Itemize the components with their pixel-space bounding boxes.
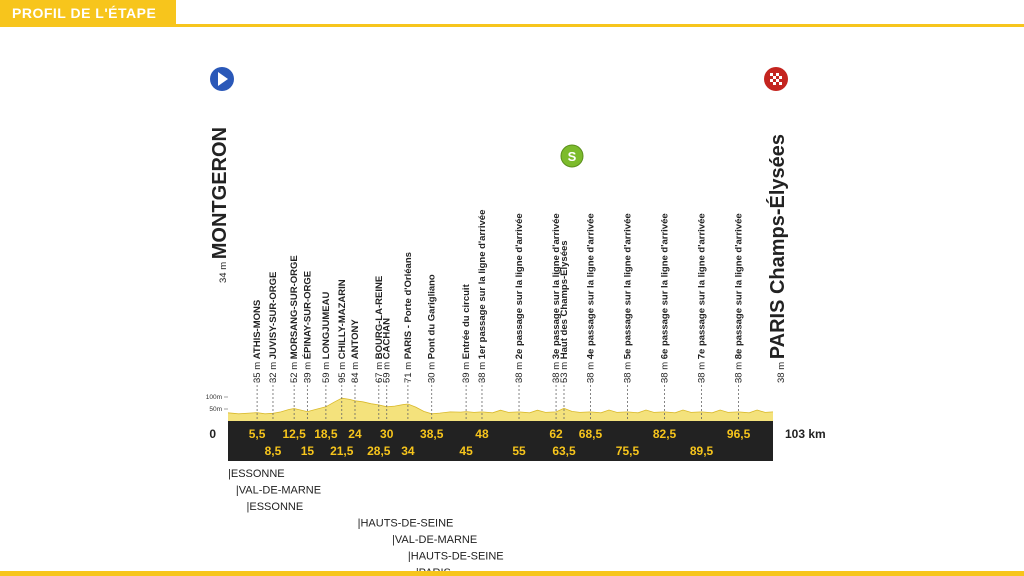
waypoint-label	[321, 292, 332, 383]
waypoint-label	[461, 283, 472, 383]
waypoint-altitude: 53 m	[558, 359, 570, 383]
waypoint-km-label: 21,5	[330, 444, 354, 458]
axis-end-label: 103 km	[785, 427, 826, 441]
waypoint-altitude: 67 m	[373, 359, 385, 383]
waypoint-altitude: 35 m	[252, 359, 264, 383]
waypoint-altitude: 39 m	[461, 359, 473, 383]
waypoint-altitude: 38 m	[514, 359, 526, 383]
waypoint-label	[337, 279, 348, 383]
checkered-flag-icon	[770, 79, 773, 82]
waypoint-km-label: 24	[348, 427, 362, 441]
waypoint-km-label: 96,5	[726, 427, 751, 441]
waypoint-label	[350, 319, 361, 383]
waypoint-km-label: 63,5	[552, 444, 576, 458]
waypoint-km-label: 28,5	[367, 444, 391, 458]
department-label: |HAUTS-DE-SEINE	[357, 517, 454, 530]
waypoint-km-label: 12,5	[282, 427, 306, 441]
waypoint-name: LONGJUMEAU	[320, 291, 332, 360]
scale-label: 100m	[205, 394, 222, 401]
checkered-flag-icon	[779, 76, 782, 79]
waypoint-label	[734, 213, 745, 383]
waypoint-name: 6e passage sur la ligne d'arrivée	[659, 213, 671, 360]
waypoint-km-label: 8,5	[264, 444, 282, 458]
waypoint-name: MORSANG-SUR-ORGE	[289, 255, 301, 360]
waypoint-name: BOURG-LA-REINE	[373, 275, 385, 360]
waypoint-km-label: 34	[401, 444, 415, 458]
waypoint-km-label: 15	[300, 444, 315, 458]
waypoint-altitude: 84 m	[349, 359, 361, 383]
waypoint-label	[585, 213, 596, 383]
waypoint-km-label: 30	[380, 427, 394, 441]
waypoint-altitude: 38 m	[551, 359, 563, 383]
waypoint-km-label: 48	[475, 427, 489, 441]
department-label: |ESSONNE	[246, 501, 304, 513]
start-name: MONTGERON	[209, 127, 231, 260]
waypoint-name: 7e passage sur la ligne d'arrivée	[696, 213, 708, 360]
waypoint-name: 1er passage sur la ligne d'arrivée	[476, 209, 488, 360]
waypoint-label	[289, 255, 300, 383]
footer-rule	[0, 571, 1024, 576]
waypoint-km-label: 38,5	[420, 427, 444, 441]
checkered-flag-icon	[776, 79, 779, 82]
waypoint-name: 8e passage sur la ligne d'arrivée	[733, 213, 745, 360]
finish-label	[766, 134, 789, 383]
waypoint-label	[403, 252, 414, 383]
waypoint-altitude: 52 m	[289, 359, 301, 383]
waypoint-altitude: 38 m	[622, 359, 634, 383]
department-layer	[228, 468, 504, 576]
waypoint-altitude: 38 m	[659, 359, 671, 383]
waypoint-name: 4e passage sur la ligne d'arrivée	[585, 213, 597, 360]
waypoint-label	[252, 300, 263, 383]
waypoint-altitude: 32 m	[267, 359, 279, 383]
scale-label: 50m	[209, 406, 222, 413]
header-title: PROFIL DE L'ÉTAPE	[12, 5, 157, 21]
finish-altitude: 38 m	[776, 359, 787, 383]
axis-start-label: 0	[209, 427, 216, 441]
waypoint-km-label: 62	[549, 427, 563, 441]
waypoint-name: 2e passage sur la ligne d'arrivée	[514, 213, 526, 360]
checkered-flag-icon	[773, 82, 776, 85]
checkered-flag-icon	[770, 73, 773, 76]
waypoint-altitude: 71 m	[402, 359, 414, 383]
waypoint-name: Pont du Garigliano	[426, 274, 438, 360]
waypoint-altitude: 38 m	[733, 359, 745, 383]
waypoint-name: Entrée du circuit	[461, 284, 473, 360]
waypoint-label	[427, 274, 438, 383]
checkered-flag-icon	[776, 73, 779, 76]
waypoint-label	[268, 272, 279, 383]
waypoint-km-label: 82,5	[652, 427, 677, 441]
waypoint-altitude: 59 m	[381, 359, 393, 383]
waypoint-label	[302, 271, 313, 383]
waypoint-km-label: 89,5	[689, 444, 714, 458]
waypoint-label	[477, 210, 488, 383]
waypoint-km-label: 55	[512, 444, 526, 458]
waypoint-altitude: 39 m	[302, 359, 314, 383]
checkered-flag-icon	[779, 82, 782, 85]
waypoint-name: 5e passage sur la ligne d'arrivée	[622, 213, 634, 360]
waypoint-km-label: 75,5	[615, 444, 640, 458]
waypoint-label	[559, 240, 570, 383]
waypoint-name: 3e passage sur la ligne d'arrivée	[551, 213, 563, 360]
department-label: |ESSONNE	[228, 468, 285, 480]
waypoint-label	[382, 318, 393, 383]
waypoint-altitude: 59 m	[320, 359, 332, 383]
waypoint-km-label: 68,5	[578, 427, 603, 441]
waypoint-name: CHILLY-MAZARIN	[336, 279, 348, 360]
waypoint-altitude: 38 m	[476, 359, 488, 383]
elevation-profile-layer	[206, 394, 773, 421]
waypoint-name: ANTONY	[349, 319, 361, 360]
waypoint-km-label: 45	[459, 444, 473, 458]
waypoint-altitude: 38 m	[696, 359, 708, 383]
waypoint-name: JUVISY-SUR-ORGE	[267, 271, 279, 360]
waypoint-label	[660, 213, 671, 383]
waypoint-name: PARIS - Porte d'Orléans	[402, 252, 414, 360]
waypoint-altitude: 30 m	[426, 359, 438, 383]
elevation-area	[228, 398, 773, 421]
waypoint-name: CACHAN	[381, 318, 393, 360]
waypoint-label	[697, 213, 708, 383]
waypoint-km-label: 18,5	[314, 427, 338, 441]
waypoint-label	[622, 213, 633, 383]
finish-name: PARIS Champs-Élysées	[767, 133, 789, 360]
start-altitude: 34 m	[218, 259, 229, 283]
department-label: |HAUTS-DE-SEINE	[407, 550, 504, 563]
waypoint-name: Haut des Champs-Élysées	[558, 240, 570, 360]
waypoint-km-label: 5,5	[248, 427, 266, 441]
waypoint-altitude: 95 m	[336, 359, 348, 383]
sprint-symbol: S	[567, 149, 577, 164]
waypoint-altitude: 38 m	[585, 359, 597, 383]
department-label: |VAL-DE-MARNE	[235, 484, 322, 497]
waypoint-name: ATHIS-MONS	[252, 299, 264, 360]
department-label: |VAL-DE-MARNE	[392, 534, 478, 546]
waypoint-label	[514, 213, 525, 383]
checkered-flag-icon	[773, 76, 776, 79]
start-label	[209, 127, 231, 283]
waypoint-name: ÉPINAY-SUR-ORGE	[302, 270, 314, 360]
